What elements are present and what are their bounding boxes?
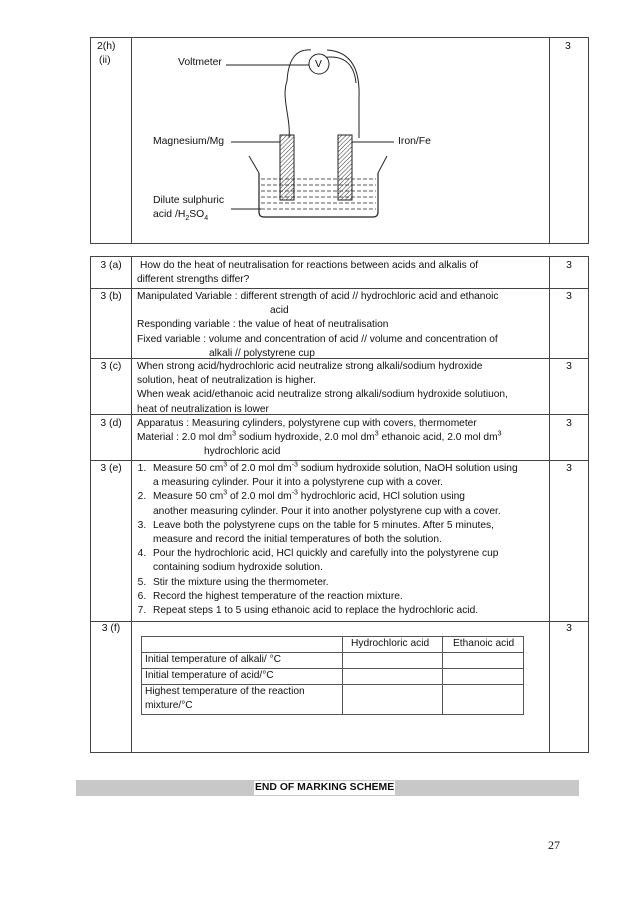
question-subnumber: (ii)	[99, 55, 111, 66]
row-marks-3a: 3	[566, 260, 572, 271]
results-row	[142, 652, 523, 668]
voltmeter-v: V	[315, 59, 322, 70]
voltmeter-label: Voltmeter	[178, 57, 222, 68]
row-label-3e: 3 (e)	[100, 463, 122, 474]
row-marks-3c: 3	[566, 361, 572, 372]
row-label-3f: 3 (f)	[101, 623, 121, 634]
results-table	[141, 636, 524, 715]
procedure-step: 1. Measure 50 $cm^3$ of 2.0 mol $dm^{-3}$ sodium hydroxide solution, NaOH solution using a measuring cylinder. Pour it into a polystyrene cup with a cover.	[149, 462, 547, 490]
procedure-step: 5. Stir the mixture using the thermometer.	[149, 576, 547, 590]
question-2h-table	[90, 37, 589, 244]
results-header-row	[142, 637, 523, 652]
electrolyte-solution	[261, 179, 376, 209]
row-marks-3f: 3	[566, 623, 572, 634]
row-body-3c: When strong acid/hydrochloric acid neutralize strong alkali/sodium hydroxide solution, heat of neutralization is higher. When weak acid/ethanoic acid neutralize strong alkali/sodium hydroxide solutiuon, heat of neutralization is lower	[137, 361, 508, 415]
right-electrode-label: Iron/Fe	[398, 136, 431, 147]
row-label-3c: 3 (c)	[100, 361, 122, 372]
results-row	[142, 668, 523, 684]
end-of-scheme-text: END OF MARKING SCHEME	[255, 782, 395, 793]
wire-right	[327, 50, 359, 138]
procedure-step: 6. Record the highest temperature of the reaction mixture.	[149, 590, 547, 604]
beaker	[259, 173, 378, 217]
electrolyte-label-line2: acid $/H_2SO_4$	[153, 209, 209, 223]
header-ethanoic: Ethanoic acid	[442, 637, 533, 652]
magnesium-electrode	[280, 135, 294, 200]
header-hydrochloric: Hydrochloric acid	[342, 637, 448, 652]
procedure-step: 2. Measure 50 $cm^3$ of 2.0 mol $dm^{-3}$ hydrochloric acid, HCl solution using another measuring cylinder. Pour it into another polystyrene cup with a cover.	[149, 490, 547, 518]
results-row-label: Highest temperature of the reaction mixture/°C	[145, 686, 305, 711]
results-row	[142, 684, 523, 714]
row-body-3b: Manipulated Variable : different strength of acid // hydrochloric acid and ethanoic acid Responding variable : the value of heat of neutralisation Fixed variable : volume and concentration of acid // volume and concentration of alkali // polystyrene cup	[137, 291, 499, 359]
row-body-3d: Apparatus : Measuring cylinders, polystyrene cup with covers, thermometer Material : 2.0 mol $dm^3$ sodium hydroxide, 2.0 mol $dm^3$ ethanoic acid, 2.0 mol $dm^3$ hydrochloric acid	[137, 418, 502, 458]
left-electrode-label: Magnesium/Mg	[153, 136, 225, 147]
procedure-step: 7. Repeat steps 1 to 5 using ethanoic acid to replace the hydrochloric acid.	[149, 604, 547, 618]
question-3-table	[90, 256, 589, 753]
results-row-label: Initial temperature of alkali/ °C	[145, 654, 282, 665]
procedure-step: 3. Leave both the polystyrene cups on the table for 5 minutes. After 5 minutes, measure and record the initial temperatures of both the solution.	[149, 519, 547, 547]
row-body-3e	[137, 462, 547, 618]
iron-electrode	[338, 135, 352, 200]
row-label-3b: 3 (b)	[100, 291, 122, 302]
row-marks-3d: 3	[566, 418, 572, 429]
question-number: 2(h)	[97, 41, 116, 52]
end-of-scheme-banner	[76, 780, 579, 796]
procedure-steps	[137, 462, 547, 618]
row-marks-3b: 3	[566, 291, 572, 302]
row-label-3d: 3 (d)	[100, 418, 122, 429]
procedure-step: 4. Pour the hydrochloric acid, HCl quickly and carefully into the polystyrene cup containing sodium hydroxide solution.	[149, 547, 547, 575]
results-row-label: Initial temperature of acid/°C	[145, 670, 274, 681]
row-marks-3e: 3	[566, 463, 572, 474]
marks-value: 3	[565, 41, 571, 52]
row-label-3a: 3 (a)	[100, 260, 122, 271]
row-body-3a: How do the heat of neutralisation for reactions between acids and alkalis of different strengths differ?	[137, 260, 479, 286]
electrolyte-label-line1: Dilute sulphuric	[153, 195, 225, 206]
page-number: 27	[548, 838, 560, 852]
